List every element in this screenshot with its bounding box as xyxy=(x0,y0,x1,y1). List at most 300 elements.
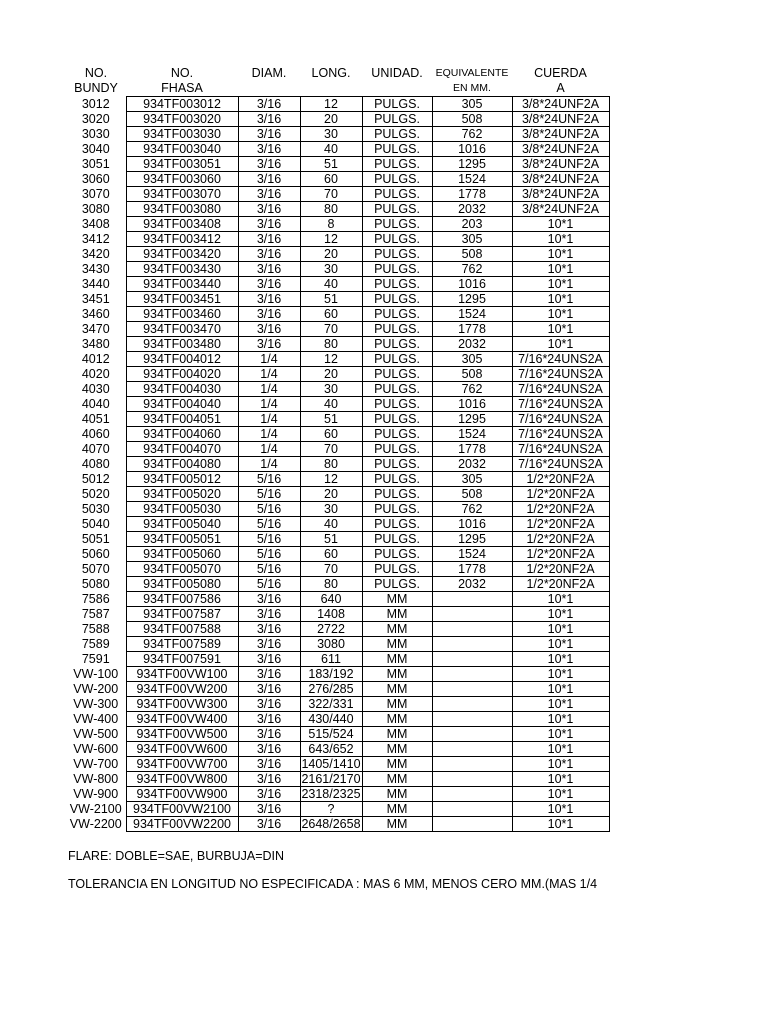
cell-unidad: PULGS. xyxy=(362,517,432,532)
cell-cuerda: 10*1 xyxy=(512,742,609,757)
cell-fhasa: 934TF005060 xyxy=(126,547,238,562)
table-row xyxy=(66,397,609,412)
table-row xyxy=(66,202,609,217)
cell-unidad: MM xyxy=(362,802,432,817)
cell-equivalente: 1524 xyxy=(432,307,512,322)
table-row xyxy=(66,532,609,547)
table-row xyxy=(66,622,609,637)
header-diam-line1: DIAM. xyxy=(251,66,287,80)
cell-bundy: 3451 xyxy=(66,292,126,307)
cell-unidad: MM xyxy=(362,622,432,637)
cell-bundy: VW-100 xyxy=(66,667,126,682)
table-row xyxy=(66,757,609,772)
cell-cuerda: 3/8*24UNF2A xyxy=(512,187,609,202)
table-row xyxy=(66,127,609,142)
cell-diam: 3/16 xyxy=(238,232,300,247)
cell-equivalente: 1524 xyxy=(432,547,512,562)
cell-long: 276/285 xyxy=(300,682,362,697)
cell-cuerda: 10*1 xyxy=(512,217,609,232)
cell-equivalente xyxy=(432,652,512,667)
cell-bundy: 3480 xyxy=(66,337,126,352)
cell-diam: 1/4 xyxy=(238,367,300,382)
table-row xyxy=(66,727,609,742)
cell-unidad: PULGS. xyxy=(362,247,432,262)
cell-fhasa: 934TF003470 xyxy=(126,322,238,337)
cell-diam: 3/16 xyxy=(238,97,300,112)
cell-cuerda: 3/8*24UNF2A xyxy=(512,157,609,172)
cell-bundy: 5060 xyxy=(66,547,126,562)
cell-diam: 3/16 xyxy=(238,772,300,787)
cell-cuerda: 7/16*24UNS2A xyxy=(512,427,609,442)
cell-cuerda: 10*1 xyxy=(512,772,609,787)
cell-fhasa: 934TF00VW500 xyxy=(126,727,238,742)
cell-unidad: MM xyxy=(362,682,432,697)
cell-unidad: MM xyxy=(362,742,432,757)
cell-long: 2318/2325 xyxy=(301,787,361,801)
cell-diam: 3/16 xyxy=(238,157,300,172)
cell-diam: 3/16 xyxy=(238,787,300,802)
cell-fhasa: 934TF00VW2100 xyxy=(126,802,238,817)
cell-equivalente: 1778 xyxy=(432,322,512,337)
cell-fhasa: 934TF003451 xyxy=(126,292,238,307)
cell-long: 20 xyxy=(300,112,362,127)
cell-equivalente: 1016 xyxy=(432,277,512,292)
cell-diam: 3/16 xyxy=(238,637,300,652)
cell-fhasa: 934TF004030 xyxy=(126,382,238,397)
cell-bundy: 4070 xyxy=(66,442,126,457)
cell-long: 322/331 xyxy=(300,697,362,712)
cell-long: 60 xyxy=(300,547,362,562)
cell-equivalente xyxy=(432,742,512,757)
cell-fhasa: 934TF00VW800 xyxy=(126,772,238,787)
cell-fhasa: 934TF004070 xyxy=(126,442,238,457)
header-equivalente-line1: EQUIVALENTE xyxy=(435,67,509,79)
cell-unidad: PULGS. xyxy=(362,547,432,562)
cell-diam: 3/16 xyxy=(238,337,300,352)
header-equivalente xyxy=(432,66,512,96)
table-row xyxy=(66,592,609,607)
cell-long: 1405/1410 xyxy=(301,757,361,771)
cell-bundy: 3060 xyxy=(66,172,126,187)
cell-long: 12 xyxy=(300,352,362,367)
cell-unidad: PULGS. xyxy=(362,142,432,157)
cell-long: 20 xyxy=(300,367,362,382)
cell-cuerda: 3/8*24UNF2A xyxy=(512,172,609,187)
cell-bundy: 3030 xyxy=(66,127,126,142)
cell-bundy: 4060 xyxy=(66,427,126,442)
cell-cuerda: 1/2*20NF2A xyxy=(512,532,609,547)
table-row xyxy=(66,487,609,502)
cell-equivalente: 305 xyxy=(432,232,512,247)
cell-unidad: PULGS. xyxy=(362,472,432,487)
table-row xyxy=(66,382,609,397)
cell-long: 2648/2658 xyxy=(301,817,361,831)
cell-fhasa: 934TF003408 xyxy=(126,217,238,232)
cell-equivalente xyxy=(432,682,512,697)
flare-note: FLARE: DOBLE=SAE, BURBUJA=DIN xyxy=(68,849,285,863)
cell-unidad: PULGS. xyxy=(362,352,432,367)
cell-fhasa: 934TF005080 xyxy=(126,577,238,592)
cell-diam: 3/16 xyxy=(238,652,300,667)
cell-equivalente: 2032 xyxy=(432,577,512,592)
cell-equivalente xyxy=(432,787,512,802)
header-unidad xyxy=(362,66,432,96)
cell-long: 51 xyxy=(300,532,362,547)
table-row xyxy=(66,712,609,727)
cell-fhasa: 934TF003051 xyxy=(126,157,238,172)
cell-fhasa: 934TF00VW2200 xyxy=(126,817,238,832)
parts-table xyxy=(66,96,610,832)
cell-cuerda: 10*1 xyxy=(512,622,609,637)
cell-equivalente: 762 xyxy=(432,382,512,397)
cell-fhasa: 934TF007591 xyxy=(126,652,238,667)
cell-unidad: PULGS. xyxy=(362,367,432,382)
cell-unidad: PULGS. xyxy=(362,157,432,172)
cell-bundy: VW-700 xyxy=(66,757,126,772)
cell-diam: 3/16 xyxy=(238,217,300,232)
cell-equivalente: 2032 xyxy=(432,337,512,352)
table-row xyxy=(66,682,609,697)
table-header xyxy=(66,66,609,96)
cell-cuerda: 1/2*20NF2A xyxy=(512,562,609,577)
cell-cuerda: 3/8*24UNF2A xyxy=(512,127,609,142)
cell-cuerda: 10*1 xyxy=(512,607,609,622)
header-fhasa-line2: FHASA xyxy=(161,81,203,95)
cell-bundy: 4040 xyxy=(66,397,126,412)
tolerance-note: TOLERANCIA EN LONGITUD NO ESPECIFICADA : MAS 6 MM, MENOS CERO MM.(MAS 1/4 xyxy=(68,877,598,891)
cell-equivalente xyxy=(432,772,512,787)
cell-diam: 5/16 xyxy=(238,487,300,502)
cell-equivalente: 1295 xyxy=(432,292,512,307)
cell-fhasa: 934TF005020 xyxy=(126,487,238,502)
cell-fhasa: 934TF004060 xyxy=(126,427,238,442)
table-row xyxy=(66,607,609,622)
cell-unidad: PULGS. xyxy=(362,337,432,352)
cell-equivalente: 1016 xyxy=(432,142,512,157)
cell-diam: 3/16 xyxy=(238,247,300,262)
cell-bundy: VW-200 xyxy=(66,682,126,697)
cell-cuerda: 10*1 xyxy=(512,667,609,682)
cell-fhasa: 934TF00VW900 xyxy=(126,787,238,802)
cell-diam: 5/16 xyxy=(238,502,300,517)
cell-cuerda: 1/2*20NF2A xyxy=(512,487,609,502)
cell-cuerda: 1/2*20NF2A xyxy=(512,502,609,517)
cell-unidad: PULGS. xyxy=(362,322,432,337)
cell-unidad: MM xyxy=(362,697,432,712)
cell-equivalente: 1778 xyxy=(432,187,512,202)
cell-long: 183/192 xyxy=(300,667,362,682)
cell-fhasa: 934TF007586 xyxy=(126,592,238,607)
cell-unidad: PULGS. xyxy=(362,172,432,187)
cell-diam: 3/16 xyxy=(238,322,300,337)
cell-long: 80 xyxy=(300,457,362,472)
cell-cuerda: 1/2*20NF2A xyxy=(512,472,609,487)
header-fhasa xyxy=(126,66,238,96)
cell-long: 30 xyxy=(300,127,362,142)
cell-diam: 3/16 xyxy=(238,757,300,772)
cell-cuerda: 10*1 xyxy=(512,727,609,742)
cell-unidad: PULGS. xyxy=(362,427,432,442)
cell-fhasa: 934TF007587 xyxy=(126,607,238,622)
cell-diam: 5/16 xyxy=(238,517,300,532)
cell-fhasa: 934TF00VW300 xyxy=(126,697,238,712)
cell-diam: 3/16 xyxy=(238,802,300,817)
cell-fhasa: 934TF003440 xyxy=(126,277,238,292)
cell-cuerda: 7/16*24UNS2A xyxy=(512,412,609,427)
cell-unidad: MM xyxy=(362,772,432,787)
cell-bundy: 3040 xyxy=(66,142,126,157)
cell-equivalente: 1778 xyxy=(432,562,512,577)
table-row xyxy=(66,802,609,817)
cell-cuerda: 3/8*24UNF2A xyxy=(512,142,609,157)
cell-equivalente: 2032 xyxy=(432,202,512,217)
cell-long: 1408 xyxy=(300,607,362,622)
cell-fhasa: 934TF003070 xyxy=(126,187,238,202)
table-row xyxy=(66,187,609,202)
cell-diam: 3/16 xyxy=(238,607,300,622)
cell-cuerda: 10*1 xyxy=(512,637,609,652)
cell-bundy: 5051 xyxy=(66,532,126,547)
cell-long: 611 xyxy=(300,652,362,667)
cell-unidad: PULGS. xyxy=(362,487,432,502)
cell-long: 2722 xyxy=(300,622,362,637)
cell-diam: 3/16 xyxy=(238,742,300,757)
cell-diam: 3/16 xyxy=(238,682,300,697)
cell-equivalente: 508 xyxy=(432,247,512,262)
header-fhasa-line1: NO. xyxy=(170,66,194,80)
table-row xyxy=(66,367,609,382)
cell-cuerda: 10*1 xyxy=(512,247,609,262)
cell-bundy: VW-2200 xyxy=(66,817,126,832)
table-row xyxy=(66,412,609,427)
cell-unidad: PULGS. xyxy=(362,502,432,517)
cell-diam: 3/16 xyxy=(238,307,300,322)
cell-bundy: 7588 xyxy=(66,622,126,637)
cell-bundy: 3420 xyxy=(66,247,126,262)
cell-fhasa: 934TF003430 xyxy=(126,262,238,277)
table-row xyxy=(66,697,609,712)
cell-cuerda: 10*1 xyxy=(512,682,609,697)
cell-bundy: 7586 xyxy=(66,592,126,607)
cell-long: 3080 xyxy=(300,637,362,652)
cell-equivalente: 1524 xyxy=(432,427,512,442)
cell-unidad: PULGS. xyxy=(362,187,432,202)
cell-equivalente: 305 xyxy=(432,472,512,487)
cell-equivalente: 1016 xyxy=(432,517,512,532)
cell-long: 30 xyxy=(300,262,362,277)
cell-cuerda: 3/8*24UNF2A xyxy=(512,97,609,112)
cell-bundy: 3070 xyxy=(66,187,126,202)
table-row xyxy=(66,97,609,112)
cell-cuerda: 10*1 xyxy=(512,787,609,802)
cell-fhasa: 934TF003012 xyxy=(126,97,238,112)
cell-fhasa: 934TF005040 xyxy=(126,517,238,532)
cell-unidad: PULGS. xyxy=(362,202,432,217)
cell-bundy: 5040 xyxy=(66,517,126,532)
cell-cuerda: 3/8*24UNF2A xyxy=(512,202,609,217)
cell-cuerda: 10*1 xyxy=(512,802,609,817)
table-row xyxy=(66,112,609,127)
cell-diam: 3/16 xyxy=(238,277,300,292)
cell-unidad: PULGS. xyxy=(362,562,432,577)
cell-unidad: MM xyxy=(362,817,432,832)
cell-cuerda: 3/8*24UNF2A xyxy=(512,112,609,127)
cell-cuerda: 10*1 xyxy=(512,232,609,247)
cell-cuerda: 10*1 xyxy=(512,292,609,307)
cell-bundy: 5070 xyxy=(66,562,126,577)
cell-equivalente xyxy=(432,757,512,772)
cell-bundy: 3408 xyxy=(66,217,126,232)
cell-diam: 3/16 xyxy=(238,202,300,217)
header-bundy-line2: BUNDY xyxy=(74,81,118,95)
cell-bundy: 7587 xyxy=(66,607,126,622)
cell-diam: 1/4 xyxy=(238,352,300,367)
cell-cuerda: 1/2*20NF2A xyxy=(512,577,609,592)
cell-cuerda: 10*1 xyxy=(512,757,609,772)
cell-fhasa: 934TF00VW700 xyxy=(126,757,238,772)
cell-cuerda: 1/2*20NF2A xyxy=(512,547,609,562)
cell-fhasa: 934TF004040 xyxy=(126,397,238,412)
table-row xyxy=(66,652,609,667)
cell-cuerda: 7/16*24UNS2A xyxy=(512,367,609,382)
cell-cuerda: 10*1 xyxy=(512,262,609,277)
cell-long: 12 xyxy=(300,97,362,112)
header-long xyxy=(300,66,362,96)
cell-cuerda: 10*1 xyxy=(512,277,609,292)
table-row xyxy=(66,352,609,367)
cell-long: 80 xyxy=(300,202,362,217)
cell-bundy: 4012 xyxy=(66,352,126,367)
cell-long: 40 xyxy=(300,517,362,532)
cell-diam: 5/16 xyxy=(238,532,300,547)
cell-diam: 3/16 xyxy=(238,187,300,202)
cell-long: 40 xyxy=(300,277,362,292)
cell-long: 60 xyxy=(300,307,362,322)
cell-cuerda: 10*1 xyxy=(512,307,609,322)
cell-diam: 5/16 xyxy=(238,472,300,487)
table-row xyxy=(66,772,609,787)
cell-unidad: PULGS. xyxy=(362,262,432,277)
table-row xyxy=(66,442,609,457)
header-long-line1: LONG. xyxy=(311,66,351,80)
cell-fhasa: 934TF00VW200 xyxy=(126,682,238,697)
cell-long: 80 xyxy=(300,337,362,352)
cell-long: 30 xyxy=(300,382,362,397)
cell-bundy: 7591 xyxy=(66,652,126,667)
cell-long: 70 xyxy=(300,187,362,202)
cell-equivalente: 1778 xyxy=(432,442,512,457)
cell-long: 60 xyxy=(300,427,362,442)
cell-cuerda: 7/16*24UNS2A xyxy=(512,382,609,397)
cell-diam: 3/16 xyxy=(238,727,300,742)
cell-cuerda: 10*1 xyxy=(512,592,609,607)
table-row xyxy=(66,277,609,292)
cell-unidad: PULGS. xyxy=(362,292,432,307)
cell-equivalente xyxy=(432,817,512,832)
cell-equivalente xyxy=(432,802,512,817)
cell-bundy: 7589 xyxy=(66,637,126,652)
cell-fhasa: 934TF00VW100 xyxy=(126,667,238,682)
table-row xyxy=(66,742,609,757)
cell-fhasa: 934TF004012 xyxy=(126,352,238,367)
cell-bundy: 3051 xyxy=(66,157,126,172)
cell-equivalente xyxy=(432,622,512,637)
cell-fhasa: 934TF00VW400 xyxy=(126,712,238,727)
cell-unidad: PULGS. xyxy=(362,442,432,457)
cell-bundy: 3470 xyxy=(66,322,126,337)
cell-diam: 3/16 xyxy=(238,622,300,637)
cell-cuerda: 7/16*24UNS2A xyxy=(512,352,609,367)
cell-equivalente: 2032 xyxy=(432,457,512,472)
cell-fhasa: 934TF005030 xyxy=(126,502,238,517)
cell-diam: 3/16 xyxy=(238,712,300,727)
cell-fhasa: 934TF003420 xyxy=(126,247,238,262)
cell-diam: 3/16 xyxy=(238,292,300,307)
cell-equivalente: 508 xyxy=(432,487,512,502)
table-row xyxy=(66,307,609,322)
cell-bundy: 4051 xyxy=(66,412,126,427)
table-row xyxy=(66,472,609,487)
cell-equivalente: 762 xyxy=(432,502,512,517)
cell-diam: 5/16 xyxy=(238,547,300,562)
table-row xyxy=(66,427,609,442)
cell-bundy: 3020 xyxy=(66,112,126,127)
cell-long: 70 xyxy=(300,322,362,337)
cell-diam: 3/16 xyxy=(238,667,300,682)
cell-long: 2161/2170 xyxy=(301,772,361,786)
cell-equivalente: 762 xyxy=(432,127,512,142)
cell-bundy: 4030 xyxy=(66,382,126,397)
header-bundy-line1: NO. xyxy=(84,66,108,80)
cell-long: 20 xyxy=(300,247,362,262)
cell-diam: 3/16 xyxy=(238,127,300,142)
cell-unidad: MM xyxy=(362,607,432,622)
cell-unidad: MM xyxy=(362,667,432,682)
table-row xyxy=(66,292,609,307)
cell-unidad: PULGS. xyxy=(362,217,432,232)
cell-diam: 1/4 xyxy=(238,412,300,427)
table-row xyxy=(66,817,609,832)
cell-equivalente: 203 xyxy=(432,217,512,232)
cell-cuerda: 10*1 xyxy=(512,337,609,352)
cell-bundy: VW-800 xyxy=(66,772,126,787)
cell-fhasa: 934TF004020 xyxy=(126,367,238,382)
cell-cuerda: 1/2*20NF2A xyxy=(512,517,609,532)
cell-fhasa: 934TF007588 xyxy=(126,622,238,637)
cell-bundy: 5020 xyxy=(66,487,126,502)
table-row xyxy=(66,322,609,337)
cell-equivalente: 305 xyxy=(432,97,512,112)
header-diam xyxy=(238,66,300,96)
header-bundy xyxy=(66,66,126,96)
cell-bundy: 5080 xyxy=(66,577,126,592)
cell-diam: 3/16 xyxy=(238,817,300,832)
cell-long: 51 xyxy=(300,157,362,172)
cell-long: 640 xyxy=(300,592,362,607)
cell-fhasa: 934TF00VW600 xyxy=(126,742,238,757)
cell-fhasa: 934TF003020 xyxy=(126,112,238,127)
cell-unidad: PULGS. xyxy=(362,382,432,397)
cell-unidad: MM xyxy=(362,757,432,772)
table-row xyxy=(66,247,609,262)
cell-bundy: 3080 xyxy=(66,202,126,217)
cell-unidad: PULGS. xyxy=(362,577,432,592)
cell-unidad: PULGS. xyxy=(362,457,432,472)
cell-unidad: PULGS. xyxy=(362,532,432,547)
cell-bundy: 3440 xyxy=(66,277,126,292)
cell-fhasa: 934TF005012 xyxy=(126,472,238,487)
cell-fhasa: 934TF005070 xyxy=(126,562,238,577)
